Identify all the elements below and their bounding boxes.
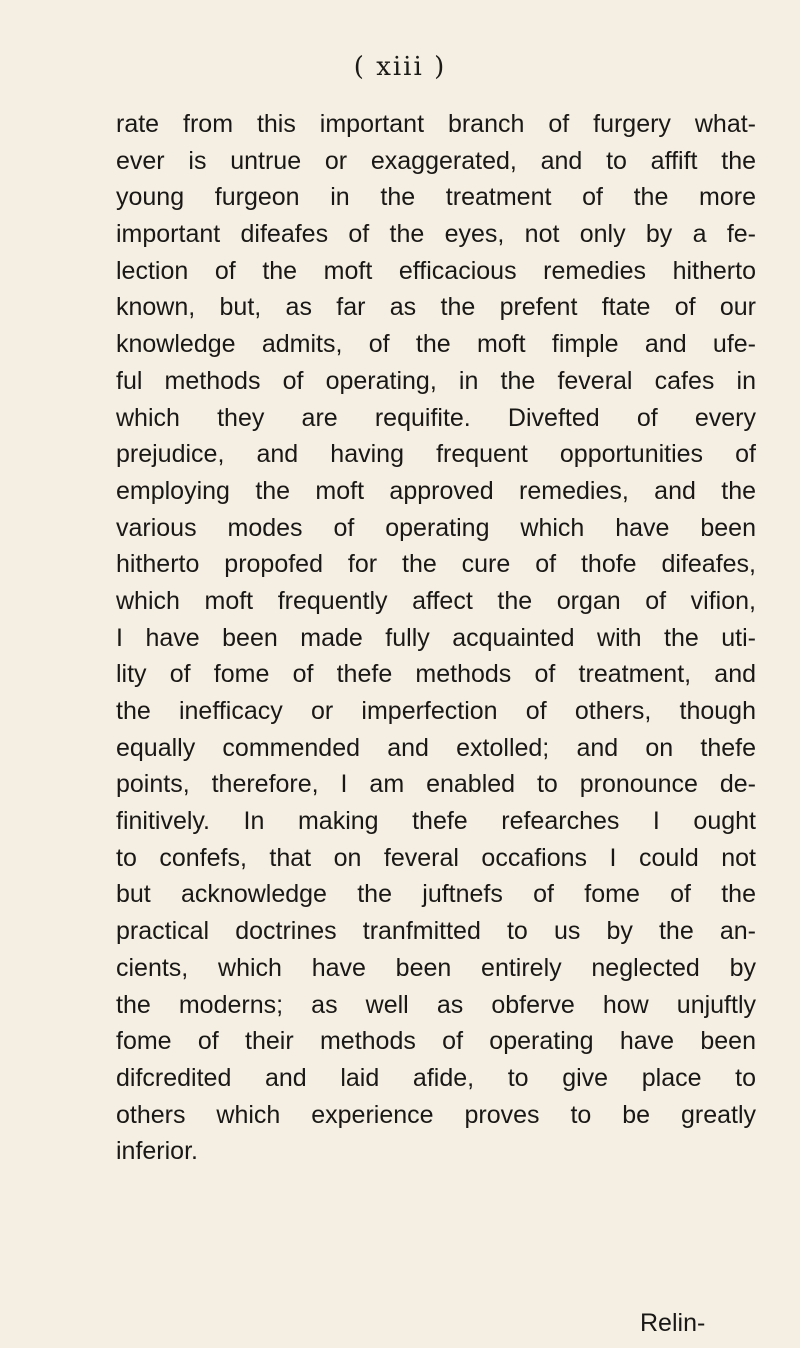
text-line: fome of their methods of operating have been (116, 1027, 756, 1056)
text-line: cients, which have been entirely neglected by (116, 953, 756, 982)
text-line: which moft frequently affect the organ of vifion, (116, 586, 756, 615)
text-line: others which experience proves to be greatly (116, 1100, 756, 1129)
text-line: points, therefore, I am enabled to pronounce de- (116, 770, 756, 799)
text-line: prejudice, and having frequent opportunities of (116, 440, 756, 469)
text-line: important difeafes of the eyes, not only by a fe- (116, 220, 756, 249)
text-line: inferior. (116, 1137, 198, 1166)
catchword: Relin- (640, 1309, 706, 1337)
text-line: equally commended and extolled; and on thefe (116, 733, 756, 762)
page-number-header: ( xiii ) (353, 52, 447, 82)
text-line: I have been made fully acquainted with the uti- (116, 623, 756, 652)
text-line: to confefs, that on feveral occafions I could not (116, 843, 756, 872)
text-line: ful methods of operating, in the feveral cafes in (116, 366, 756, 395)
text-line: rate from this important branch of furgery what- (116, 110, 756, 138)
text-line: which they are requifite. Divefted of every (116, 403, 756, 432)
text-line: but acknowledge the juftnefs of fome of the (116, 880, 756, 909)
text-line: ever is untrue or exaggerated, and to affift the (116, 146, 756, 175)
text-line: known, but, as far as the prefent ftate of our (116, 293, 756, 322)
text-line: hitherto propofed for the cure of thofe difeafes, (116, 550, 756, 579)
text-line: young furgeon in the treatment of the more (116, 183, 756, 212)
text-line: finitively. In making thefe refearches I ought (116, 807, 756, 836)
text-line: the inefficacy or imperfection of others, though (116, 697, 756, 725)
body-text (116, 106, 756, 1170)
text-line: employing the moft approved remedies, and the (116, 476, 756, 505)
text-line: the moderns; as well as obferve how unjuftly (116, 990, 756, 1019)
text-line: lity of fome of thefe methods of treatment, and (116, 660, 756, 689)
text-line: practical doctrines tranfmitted to us by the an- (116, 917, 756, 946)
text-line: lection of the moft efficacious remedies hitherto (116, 256, 756, 285)
text-line: knowledge admits, of the moft fimple and ufe- (116, 330, 756, 359)
text-line: various modes of operating which have been (116, 513, 756, 542)
text-line: difcredited and laid afide, to give place to (116, 1063, 756, 1092)
